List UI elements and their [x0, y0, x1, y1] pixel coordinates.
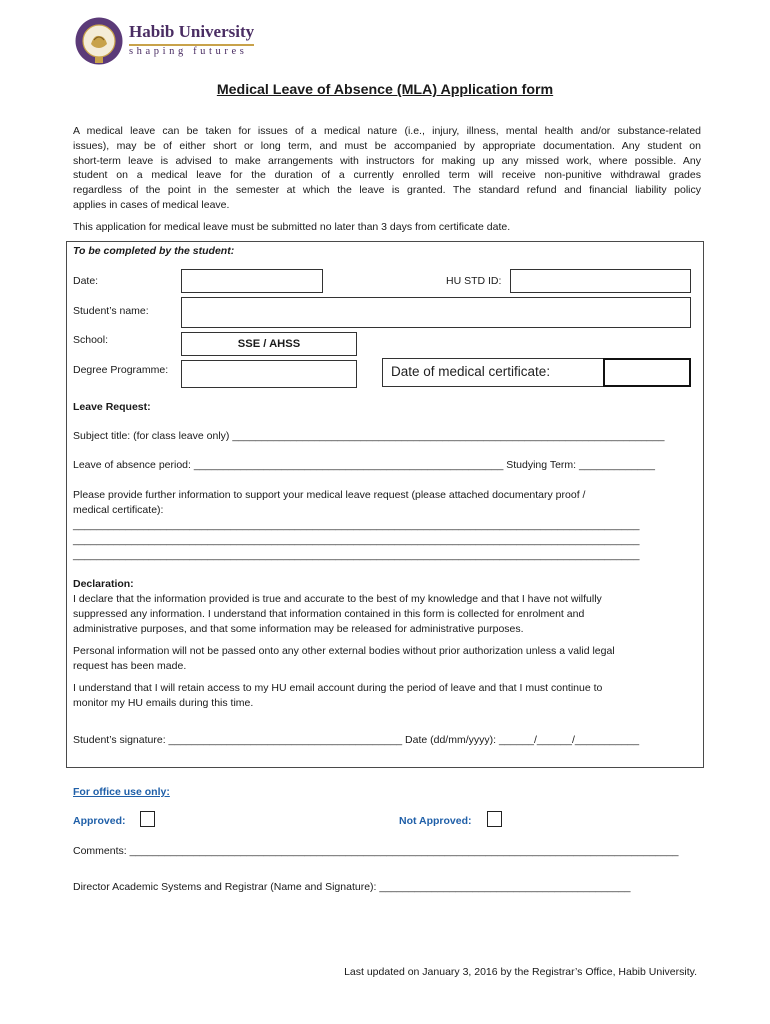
student-section-heading: To be completed by the student: [73, 245, 235, 257]
hu-id-field[interactable] [510, 269, 691, 293]
medical-certificate-date-field[interactable] [603, 358, 691, 387]
university-tagline: shaping futures [129, 46, 248, 57]
declaration-text: Personal information will not be passed onto any other external bodies without prior authorization unless a valid legal [73, 645, 615, 657]
further-info-line[interactable]: _________________________________________________________________________________________________ [73, 549, 640, 561]
degree-label: Degree Programme: [73, 364, 169, 376]
university-logo [74, 16, 274, 68]
deadline-note: This application for medical leave must be submitted no later than 3 days from certificate date. [73, 221, 511, 233]
date-field[interactable] [181, 269, 323, 293]
student-name-label: Student’s name: [73, 305, 149, 317]
further-info-line[interactable]: _________________________________________________________________________________________________ [73, 534, 640, 546]
university-seal-icon [74, 16, 124, 66]
subject-title-line[interactable]: Subject title: (for class leave only) __________________________________________________________________________ [73, 430, 665, 442]
degree-field[interactable] [181, 360, 357, 388]
leave-request-heading: Leave Request: [73, 401, 151, 413]
further-info-prompt: Please provide further information to support your medical leave request (please attached documentary proof / [73, 489, 586, 501]
director-signature-line[interactable]: Director Academic Systems and Registrar (Name and Signature): ___________________________________________ [73, 881, 631, 893]
intro-line: regardless of the point in the semester at which the leave is granted. The standard refund and financial liability policy [73, 184, 701, 197]
approved-checkbox[interactable] [140, 811, 155, 827]
declaration-text: monitor my HU emails during this time. [73, 697, 254, 709]
declaration-text: I understand that I will retain access to my HU email account during the period of leave and that I must continue to [73, 682, 603, 694]
footer-note: Last updated on January 3, 2016 by the Registrar’s Office, Habib University. [344, 966, 697, 978]
declaration-heading: Declaration: [73, 578, 134, 590]
signature-line[interactable]: Student’s signature: ________________________________________ Date (dd/mm/yyyy): ______/______/___________ [73, 734, 640, 746]
intro-line: applies in cases of medical leave. [73, 198, 230, 211]
form-title: Medical Leave of Absence (MLA) Application form [216, 82, 554, 98]
declaration-text: I declare that the information provided is true and accurate to the best of my knowledge and that I have not wilfully [73, 593, 602, 605]
school-label: School: [73, 334, 109, 346]
date-label: Date: [73, 275, 99, 287]
approved-label: Approved: [73, 815, 126, 827]
declaration-text: administrative purposes, and that some information may be released for administrative purposes. [73, 623, 524, 635]
declaration-text: request has been made. [73, 660, 187, 672]
intro-paragraph [73, 124, 701, 213]
intro-line: A medical leave can be taken for issues of a medical nature (i.e., injury, illness, mental health and/or substance-related [73, 125, 701, 137]
student-name-field[interactable] [181, 297, 691, 328]
further-info-line[interactable]: _________________________________________________________________________________________________ [73, 519, 640, 531]
leave-period-line[interactable]: Leave of absence period: _____________________________________________________ Studying Term: _____________ [73, 459, 655, 471]
intro-line: student on a medical leave for the duration of a currently enrolled term will receive non-punitive withdrawal grades [73, 169, 701, 182]
intro-line: short-term leave is advised to make arrangements with instructors for making up any missed work, where possible. Any [73, 154, 701, 167]
comments-line[interactable]: Comments: ______________________________________________________________________________________________ [73, 845, 679, 857]
intro-line: issues), may be of either short or long term, and must be accompanied by appropriate documentation. Any student on [73, 139, 701, 152]
hu-id-label: HU STD ID: [446, 275, 502, 287]
not-approved-label: Not Approved: [399, 815, 472, 827]
declaration-text: suppressed any information. I understand that information contained in this form is collected for enrolment and [73, 608, 585, 620]
not-approved-checkbox[interactable] [487, 811, 502, 827]
university-name: Habib University [129, 22, 255, 41]
office-use-heading: For office use only: [73, 786, 170, 798]
school-field[interactable]: SSE / AHSS [181, 332, 357, 356]
medical-certificate-date-label: Date of medical certificate: [391, 364, 551, 379]
further-info-prompt: medical certificate): [73, 504, 164, 516]
